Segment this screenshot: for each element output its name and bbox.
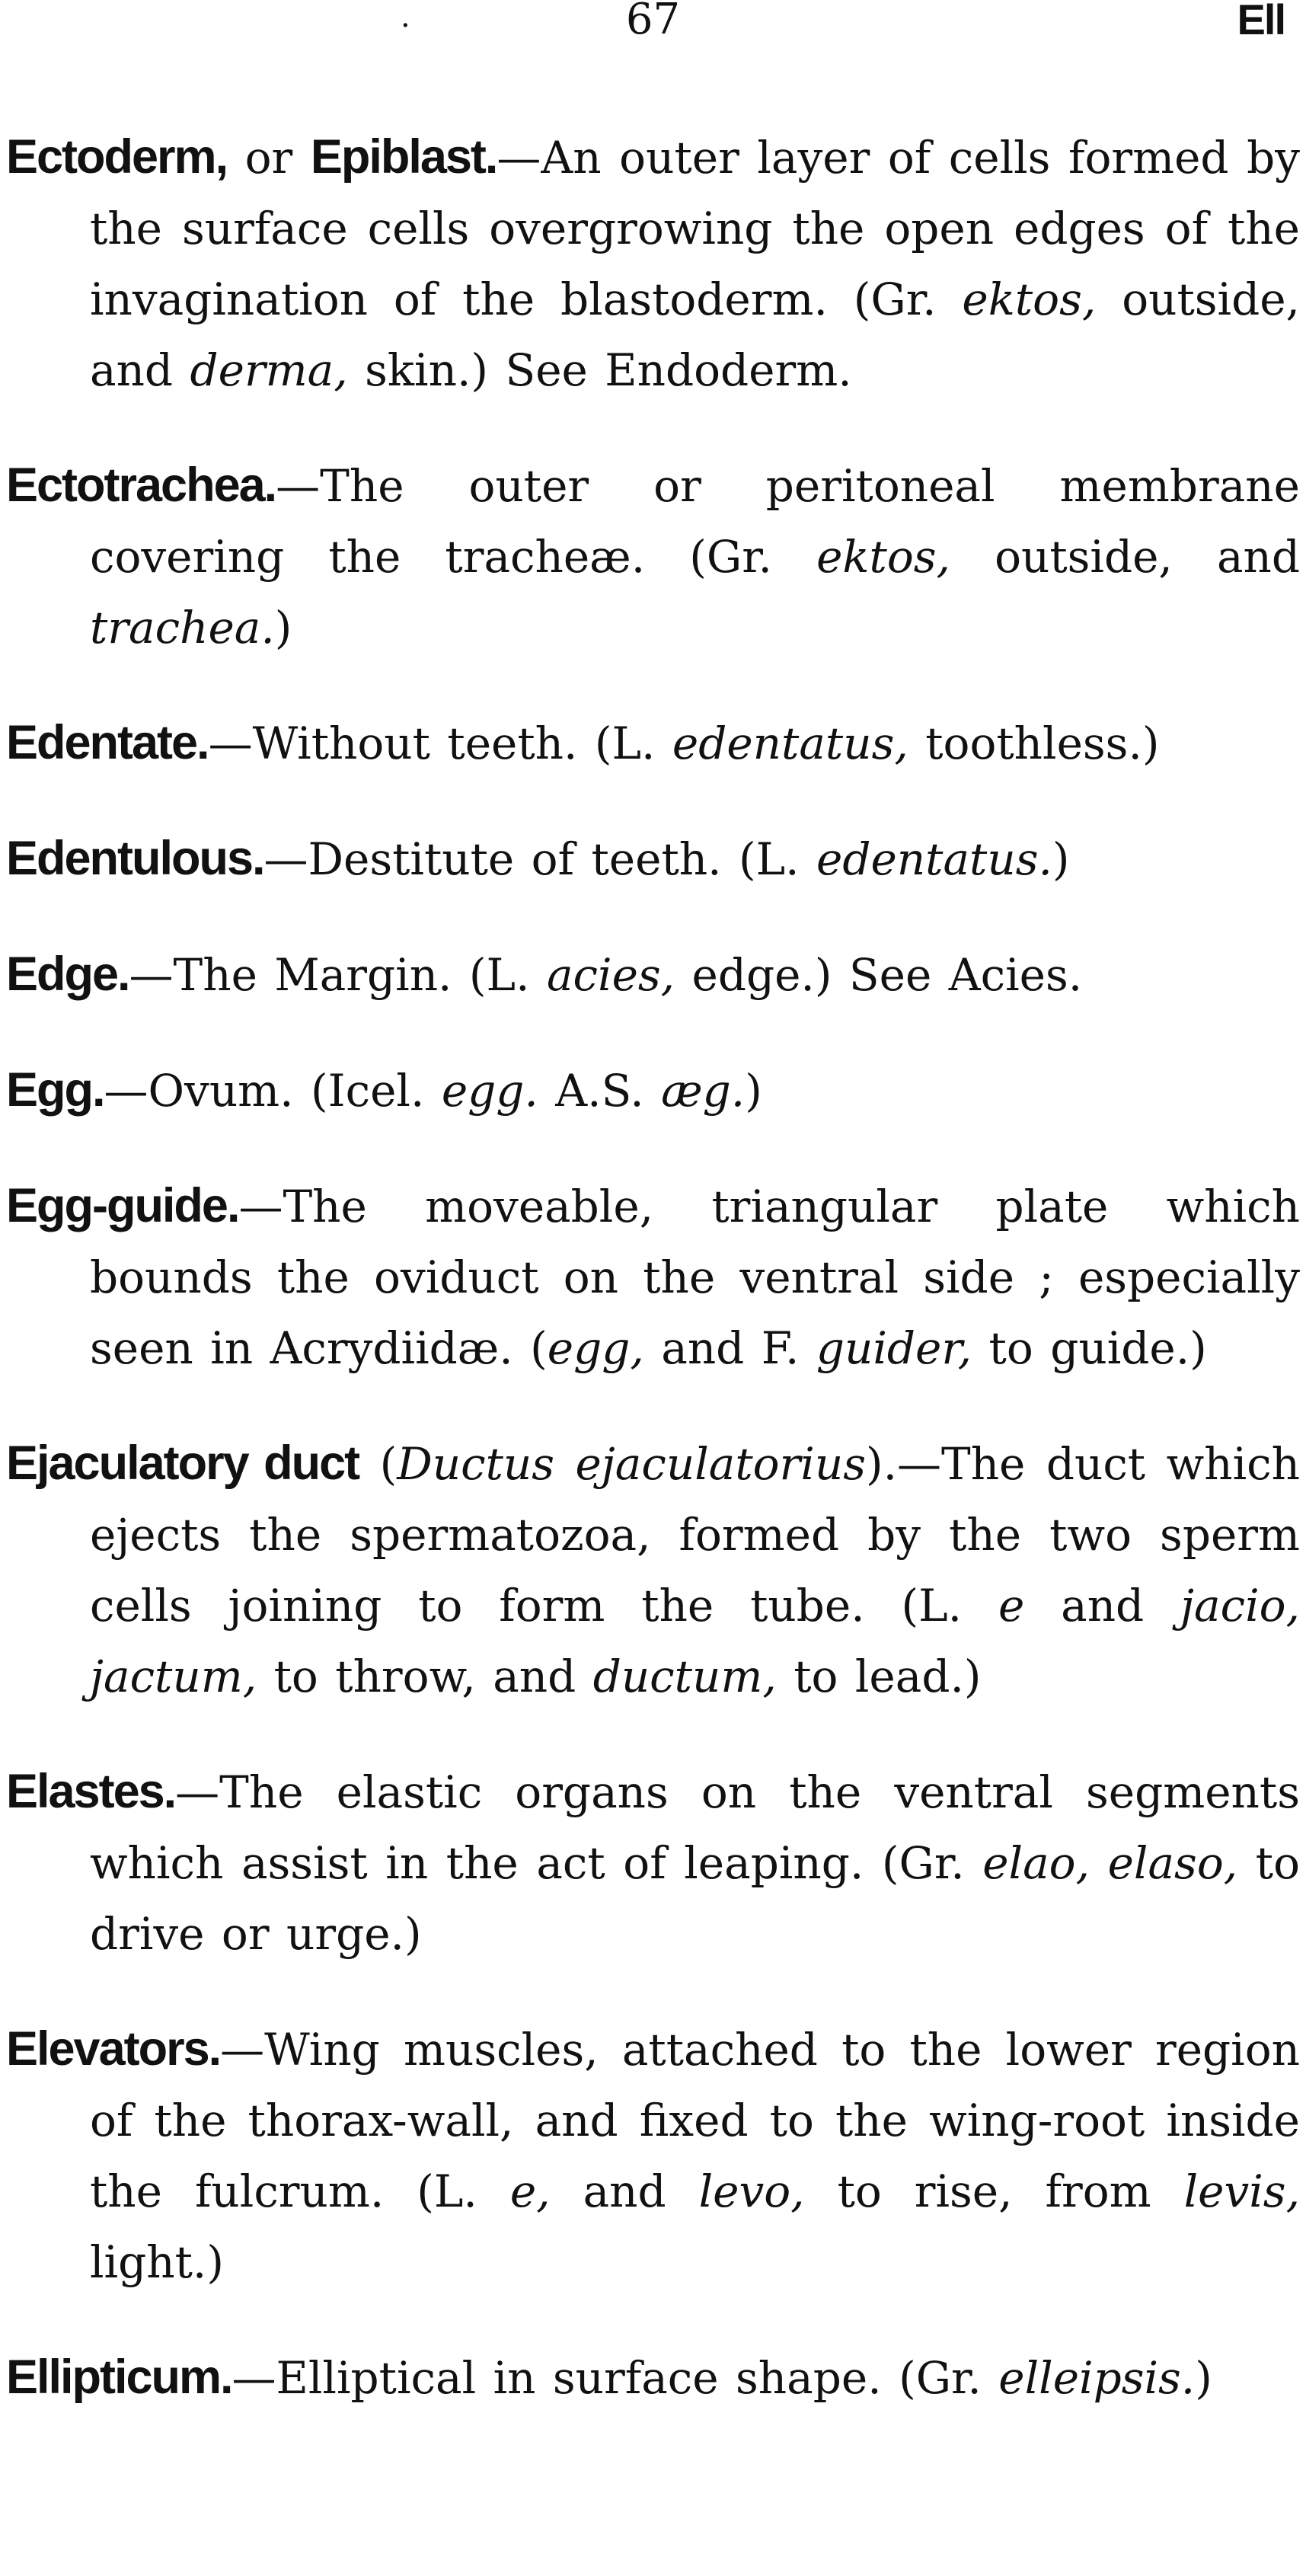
entry-edge (6, 939, 1300, 1011)
guide-word: Ell (1237, 0, 1285, 43)
page-number: 67 (625, 0, 681, 44)
definition-text: —Destitute of teeth. (L. (263, 833, 817, 885)
italic-term: elao, elaso, (982, 1837, 1238, 1889)
entry-elevators (6, 2014, 1300, 2298)
italic-term: egg, (547, 1322, 644, 1374)
definition-text: A.S. (538, 1065, 662, 1117)
italic-term: guider, (816, 1322, 972, 1374)
definition-text: —Ovum. (Icel. (104, 1065, 442, 1117)
italic-term: edentatus, (672, 718, 908, 769)
entry-ectotrachea (6, 450, 1300, 663)
definition-text: or (227, 132, 311, 184)
headword: Ejaculatory duct (6, 1437, 359, 1490)
definition-text: —The elastic organs on the ventral segments which assist in the act of leaping. (Gr. (90, 1766, 1300, 1889)
entry-ejaculatory-duct (6, 1428, 1300, 1712)
italic-term: elleipsis. (998, 2352, 1196, 2404)
italic-term: ektos, (962, 273, 1097, 325)
definition-text: ) (274, 602, 292, 654)
definition-text: and F. (643, 1322, 816, 1374)
italic-term: jacio, jactum, (90, 1580, 1300, 1702)
headword: Edentate. (6, 716, 209, 769)
italic-term: derma, (190, 344, 348, 396)
italic-term: levo, (698, 2165, 805, 2217)
headword: Epiblast. (310, 130, 497, 184)
italic-term: edentatus. (816, 833, 1052, 885)
headword: Edentulous. (6, 832, 264, 885)
italic-term: egg. (441, 1065, 538, 1117)
entry-list (6, 122, 1300, 2414)
entry-ellipticum (6, 2342, 1300, 2414)
definition-text: ) (1052, 833, 1070, 885)
definition-text: —The Margin. (L. (129, 949, 547, 1001)
definition-text: ( (359, 1438, 398, 1490)
italic-term: e (998, 1580, 1025, 1632)
italic-term: e, (509, 2165, 551, 2217)
definition-text: outside, and (950, 531, 1301, 583)
italic-term: ductum, (592, 1651, 777, 1702)
headword: Egg-guide. (6, 1179, 239, 1232)
italic-term: æg. (661, 1065, 746, 1117)
entry-edentulous (6, 823, 1300, 895)
definition-text: toothless.) (908, 718, 1160, 769)
definition-text: —An outer layer of cells formed by the surface cells overgrowing the open edges of the invagination of the blastoderm. (Gr. (90, 132, 1300, 325)
headword: Elevators. (6, 2022, 221, 2076)
definition-text: ) (1195, 2352, 1212, 2404)
headword: Ellipticum. (6, 2351, 232, 2404)
definition-text: to rise, from (804, 2165, 1184, 2217)
entry-egg (6, 1055, 1300, 1127)
definition-text: —The outer or peritoneal membrane covering the tracheæ. (Gr. (90, 460, 1300, 583)
definition-text: edge.) See Acies. (675, 949, 1083, 1001)
entry-ectoderm (6, 122, 1300, 406)
headword: Ectoderm, (6, 130, 228, 184)
definition-text: to drive or urge.) (90, 1837, 1300, 1960)
italic-term: ektos, (816, 531, 950, 583)
definition-text: ).—The duct which ejects the spermatozoa, formed by the two sperm cells joining to form the tube. (L. (90, 1438, 1300, 1632)
definition-text: to guide.) (972, 1322, 1207, 1374)
page-header (6, 0, 1300, 55)
definition-text: and (550, 2165, 699, 2217)
definition-text: to throw, and (257, 1651, 593, 1702)
definition-text: —Wing muscles, attached to the lower region of the thorax-wall, and fixed to the wing-root inside the fulcrum. (L. (90, 2024, 1300, 2217)
entry-egg-guide (6, 1171, 1300, 1384)
definition-text: light.) (90, 2236, 224, 2288)
definition-text: to lead.) (776, 1651, 982, 1702)
headword: Egg. (6, 1063, 104, 1117)
entry-elastes (6, 1756, 1300, 1970)
italic-term: levis, (1183, 2165, 1301, 2217)
headword: Elastes. (6, 1765, 176, 1818)
definition-text: and (1024, 1580, 1181, 1632)
entry-edentate (6, 708, 1300, 779)
italic-term: trachea. (90, 602, 275, 654)
definition-text: —Elliptical in surface shape. (Gr. (232, 2352, 999, 2404)
headword: Edge. (6, 948, 129, 1001)
italic-term: acies, (546, 949, 675, 1001)
definition-text: outside, and (90, 273, 1300, 396)
definition-text: skin.) See Endoderm. (347, 344, 852, 396)
definition-text: —The moveable, triangular plate which bounds the oviduct on the ventral side ; especially seen in Acrydiidæ. ( (90, 1181, 1300, 1374)
header-mark: · (401, 8, 410, 43)
definition-text: —Without teeth. (L. (208, 718, 672, 769)
headword: Ectotrachea. (6, 459, 276, 512)
definition-text: ) (745, 1065, 762, 1117)
italic-term: Ductus ejaculatorius (397, 1438, 866, 1490)
